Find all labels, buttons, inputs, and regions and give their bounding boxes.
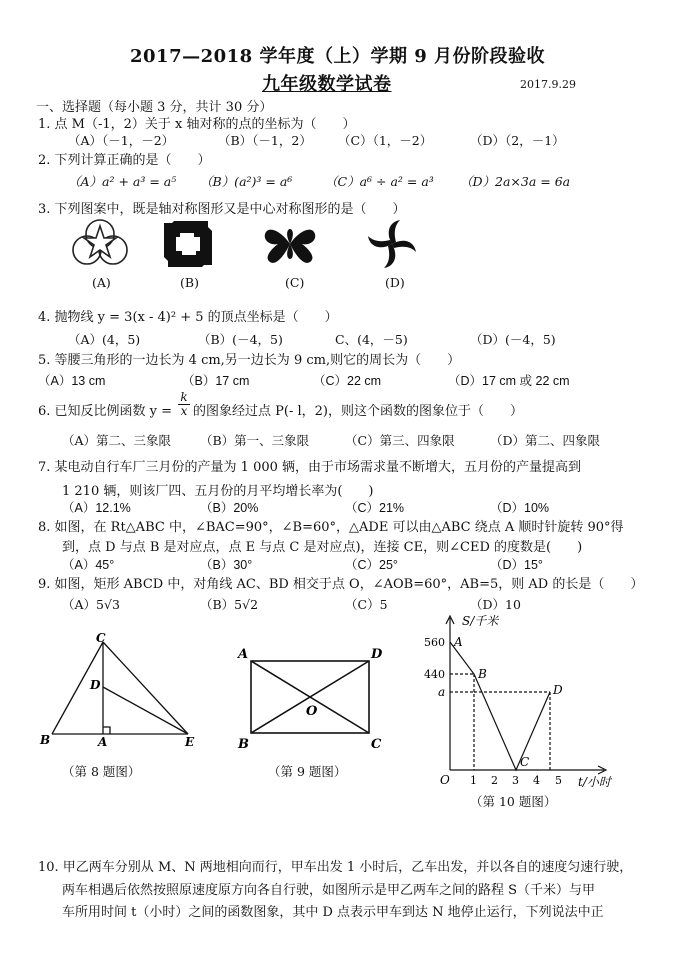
question-3-stem: 3. 下列图案中，既是轴对称图形又是中心对称图形的是（ ） — [38, 202, 406, 217]
question-5-stem: 5. 等腰三角形的一边长为 4 cm,另一边长为 9 cm,则它的周长为（ ） — [38, 353, 461, 368]
fig9-label-a: A — [238, 647, 249, 662]
question-4-stem: 4. 抛物线 y = 3(x - 4)² + 5 的顶点坐标是（ ） — [38, 310, 338, 325]
fraction-numerator: k — [178, 391, 190, 405]
fig10-point-a: A — [454, 635, 463, 649]
question-7-option-c: （C）21% — [345, 501, 405, 515]
question-7-stem-line1: 7. 某电动自行车厂三月份的产量为 1 000 辆，由于市场需求量不断增大，五月份的产量提高到 — [38, 460, 582, 475]
fig9-label-b: B — [238, 737, 249, 752]
question-5-option-a: （A）13 cm — [38, 374, 106, 388]
question-6-option-b: （B）第一、三象限 — [200, 433, 310, 448]
question-4-option-b: （B）(－4，5) — [198, 332, 283, 347]
question-9-option-d: （D）10 — [470, 597, 521, 612]
fig8-label-e: E — [185, 735, 195, 749]
question-1-stem: 1. 点 M（-1，2）关于 x 轴对称的点的坐标为（ ） — [38, 117, 356, 132]
question-5-option-c: （C）22 cm — [313, 374, 382, 388]
fig10-ylabel: S/千米 — [462, 614, 499, 628]
question-2-option-d: （D）2a×3a = 6a — [460, 174, 571, 189]
figure-8-diagram — [30, 632, 205, 752]
question-9-option-a: （A）5√3 — [62, 597, 120, 612]
pattern-d-figure — [362, 216, 422, 272]
question-7-option-d: （D）10% — [490, 501, 550, 515]
question-2-option-a: （A）a² + a³ = a⁵ — [68, 174, 177, 189]
fig8-label-b: B — [40, 733, 51, 747]
fig10-xtick-2: 2 — [491, 774, 498, 787]
fig10-ytick-440: 440 — [424, 668, 445, 681]
fraction-denominator: x — [180, 404, 188, 418]
question-6-fraction — [178, 391, 190, 418]
question-2-stem: 2. 下列计算正确的是（ ） — [38, 153, 211, 168]
question-9-option-c: （C）5 — [345, 597, 388, 612]
fig9-label-c: C — [371, 737, 382, 752]
question-6-option-c: （C）第三、四象限 — [345, 433, 455, 448]
fig8-label-c: C — [96, 632, 106, 645]
fig9-label-o: O — [306, 704, 318, 719]
fig8-label-d: D — [90, 678, 101, 692]
question-6-option-a: （A）第二、三象限 — [62, 433, 172, 448]
fig8-label-a: A — [98, 735, 108, 749]
question-8-stem-line2: 到，点 D 与点 B 是对应点，点 E 与点 C 是对应点)，连接 CE，则∠CED 的度数是( ) — [62, 540, 583, 555]
question-8-option-d: （D）15° — [490, 558, 543, 572]
question-1-option-c: （C）（1，－2） — [338, 133, 433, 148]
question-8-option-a: （A）45° — [62, 558, 115, 572]
question-10-stem-line1: 10. 甲乙两车分别从 M、N 两地相向而行，甲车出发 1 小时后，乙车出发，并以各自的速度匀速行驶， — [38, 860, 633, 875]
question-6-option-d: （D）第二、四象限 — [490, 433, 601, 448]
fig10-point-c: C — [520, 755, 530, 769]
question-4-option-d: （D）(－4，5) — [470, 332, 556, 347]
fig10-xtick-4: 4 — [533, 774, 540, 787]
question-4-option-a: （A）(4，5) — [68, 332, 141, 347]
fig10-origin: O — [440, 773, 450, 787]
figure-10-graph — [412, 612, 622, 787]
figure-8-caption: （第 8 题图） — [62, 764, 141, 779]
question-5-option-b: （B）17 cm — [182, 374, 250, 388]
question-9-stem: 9. 如图，矩形 ABCD 中，对角线 AC、BD 相交于点 O，∠AOB=60°，AB=5，则 AD 的长是（ ） — [38, 577, 644, 592]
question-8-stem-line1: 8. 如图，在 Rt△ABC 中，∠BAC=90°，∠B=60°，△ADE 可以由△ABC 绕点 A 顺时针旋转 90°得 — [38, 520, 624, 535]
question-3-option-c: (C) — [285, 275, 305, 290]
question-7-option-b: （B）20% — [200, 501, 259, 515]
fig10-ytick-a: a — [438, 685, 446, 699]
question-5-option-d: （D）17 cm 或 22 cm — [448, 374, 570, 388]
exam-subtitle: 九年级数学试卷 — [262, 74, 392, 95]
fig10-ytick-560: 560 — [424, 636, 445, 649]
pattern-c-figure — [260, 216, 320, 272]
figure-9-diagram — [232, 640, 392, 755]
fig10-point-d: D — [553, 683, 563, 697]
question-4-option-c: C、(4，－5) — [335, 332, 408, 347]
fig10-point-b: B — [478, 667, 487, 681]
question-6-stem-before: 6. 已知反比例函数 y = — [38, 404, 173, 419]
question-2-option-c: （C）a⁶ ÷ a² = a³ — [325, 174, 434, 189]
question-7-option-a: （A）12.1% — [62, 501, 131, 515]
fig10-xtick-5: 5 — [555, 774, 562, 787]
section-heading: 一、选择题（每小题 3 分，共计 30 分） — [36, 100, 273, 115]
fig10-xtick-3: 3 — [512, 774, 519, 787]
fig10-xlabel: t/小时 — [578, 775, 611, 787]
question-1-option-d: （D）（2，－1） — [470, 133, 565, 148]
question-1-option-b: （B）（－1，2） — [218, 133, 312, 148]
figure-10-caption: （第 10 题图） — [470, 794, 557, 809]
question-1-option-a: （A）（－1，－2） — [68, 133, 175, 148]
question-10-stem-line3: 车所用时间 t（小时）之间的函数图象，其中 D 点表示甲车到达 N 地停止运行，下列说法中正 — [62, 905, 604, 920]
question-8-option-b: （B）30° — [200, 558, 253, 572]
question-7-stem-line2: 1 210 辆，则该厂四、五月份的月平均增长率为( ) — [62, 484, 374, 499]
fig10-xtick-1: 1 — [470, 774, 477, 787]
pattern-b-figure — [160, 217, 216, 271]
pattern-a-figure — [70, 216, 130, 272]
question-8-option-c: （C）25° — [345, 558, 398, 572]
question-2-option-b: （B）(a²)³ = a⁶ — [200, 174, 293, 189]
question-9-option-b: （B）5√2 — [200, 597, 259, 612]
question-3-option-b: (B) — [180, 275, 199, 290]
fig9-label-d: D — [371, 647, 383, 662]
figure-9-caption: （第 9 题图） — [268, 764, 347, 779]
question-3-option-a: (A) — [92, 275, 111, 290]
question-3-option-d: (D) — [385, 275, 405, 290]
exam-title: 2017—2018 学年度（上）学期 9 月份阶段验收 — [130, 46, 546, 67]
question-6-stem-after: 的图象经过点 P(- l，2)，则这个函数的图象位于（ ） — [193, 404, 523, 419]
question-10-stem-line2: 两车相遇后依然按照原速度原方向各自行驶，如图所示是甲乙两车之间的路程 S（千米）与甲 — [62, 883, 596, 898]
exam-date: 2017.9.29 — [520, 78, 576, 91]
